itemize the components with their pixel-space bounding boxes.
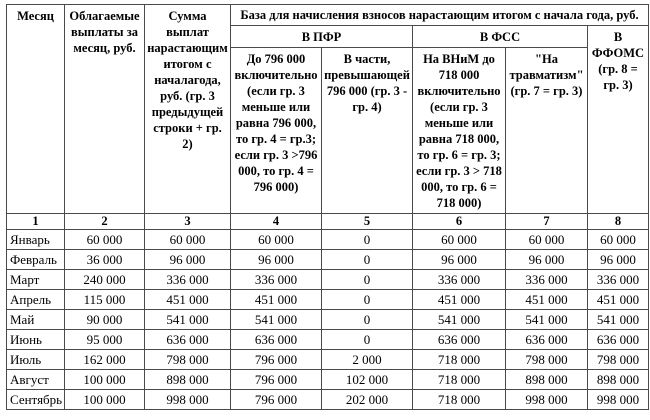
- value-cell: 998 000: [588, 390, 649, 410]
- value-cell: 541 000: [145, 310, 231, 330]
- value-cell: 336 000: [413, 270, 506, 290]
- value-cell: 240 000: [65, 270, 145, 290]
- contribution-base-table: [6, 4, 649, 410]
- value-cell: 96 000: [588, 250, 649, 270]
- column-number: 1: [7, 214, 65, 230]
- value-cell: 718 000: [413, 390, 506, 410]
- value-cell: 100 000: [65, 390, 145, 410]
- value-cell: 2 000: [322, 350, 413, 370]
- header-pfr-group: В ПФР: [231, 26, 413, 48]
- value-cell: 202 000: [322, 390, 413, 410]
- column-number: 2: [65, 214, 145, 230]
- value-cell: 0: [322, 270, 413, 290]
- table-row: [7, 310, 649, 330]
- value-cell: 796 000: [231, 370, 322, 390]
- month-cell: Июнь: [7, 330, 65, 350]
- month-cell: Январь: [7, 230, 65, 250]
- table-row: [7, 270, 649, 290]
- value-cell: 898 000: [145, 370, 231, 390]
- header-fss-trauma: "На травматизм" (гр. 7 = гр. 3): [506, 48, 588, 214]
- month-cell: Март: [7, 270, 65, 290]
- value-cell: 336 000: [145, 270, 231, 290]
- value-cell: 36 000: [65, 250, 145, 270]
- value-cell: 798 000: [588, 350, 649, 370]
- table-row: [7, 290, 649, 310]
- value-cell: 336 000: [231, 270, 322, 290]
- header-fss-group: В ФСС: [413, 26, 588, 48]
- value-cell: 798 000: [145, 350, 231, 370]
- header-ffoms: В ФФОМС (гр. 8 = гр. 3): [588, 26, 649, 214]
- value-cell: 451 000: [231, 290, 322, 310]
- value-cell: 0: [322, 290, 413, 310]
- month-cell: Май: [7, 310, 65, 330]
- value-cell: 60 000: [65, 230, 145, 250]
- value-cell: 541 000: [413, 310, 506, 330]
- header-base-group: База для начисления взносов нарастающим итогом с начала года, руб.: [231, 5, 649, 26]
- column-numbering-row: [7, 214, 649, 230]
- value-cell: 541 000: [231, 310, 322, 330]
- value-cell: 60 000: [413, 230, 506, 250]
- value-cell: 336 000: [506, 270, 588, 290]
- table-header: [7, 5, 649, 230]
- value-cell: 796 000: [231, 390, 322, 410]
- value-cell: 115 000: [65, 290, 145, 310]
- value-cell: 162 000: [65, 350, 145, 370]
- value-cell: 451 000: [413, 290, 506, 310]
- month-cell: Июль: [7, 350, 65, 370]
- header-fss-vnim: На ВНиМ до 718 000 включительно (если гр. 3 меньше или равна 718 000, то гр. 6 = гр. 3; если гр. 3 > 718 000, то гр. 6 = 718 000): [413, 48, 506, 214]
- value-cell: 636 000: [588, 330, 649, 350]
- value-cell: 96 000: [145, 250, 231, 270]
- value-cell: 898 000: [588, 370, 649, 390]
- value-cell: 451 000: [506, 290, 588, 310]
- value-cell: 998 000: [145, 390, 231, 410]
- value-cell: 718 000: [413, 370, 506, 390]
- table-row: [7, 370, 649, 390]
- table-row: [7, 250, 649, 270]
- value-cell: 96 000: [231, 250, 322, 270]
- column-number: 4: [231, 214, 322, 230]
- header-pfr-under-limit: До 796 000 включительно (если гр. 3 меньше или равна 796 000, то гр. 4 = гр.3; если гр. 3 >796 000, то гр. 4 = 796 000): [231, 48, 322, 214]
- column-number: 6: [413, 214, 506, 230]
- column-number: 3: [145, 214, 231, 230]
- value-cell: 636 000: [506, 330, 588, 350]
- value-cell: 636 000: [413, 330, 506, 350]
- value-cell: 102 000: [322, 370, 413, 390]
- value-cell: 798 000: [506, 350, 588, 370]
- value-cell: 451 000: [588, 290, 649, 310]
- value-cell: 0: [322, 250, 413, 270]
- table-row: [7, 390, 649, 410]
- value-cell: 96 000: [506, 250, 588, 270]
- value-cell: 90 000: [65, 310, 145, 330]
- value-cell: 0: [322, 230, 413, 250]
- value-cell: 60 000: [506, 230, 588, 250]
- header-cumulative-sum: Сумма выплат нарастающим итогом с началагода, руб. (гр. 3 предыдущей строки + гр. 2): [145, 5, 231, 214]
- header-taxable-payments: Облагаемые выплаты за месяц, руб.: [65, 5, 145, 214]
- value-cell: 451 000: [145, 290, 231, 310]
- month-cell: Апрель: [7, 290, 65, 310]
- value-cell: 541 000: [506, 310, 588, 330]
- value-cell: 100 000: [65, 370, 145, 390]
- header-row-top: [7, 5, 649, 26]
- value-cell: 718 000: [413, 350, 506, 370]
- table-row: [7, 350, 649, 370]
- value-cell: 95 000: [65, 330, 145, 350]
- value-cell: 0: [322, 330, 413, 350]
- value-cell: 636 000: [231, 330, 322, 350]
- month-cell: Сентябрь: [7, 390, 65, 410]
- month-cell: Август: [7, 370, 65, 390]
- table-row: [7, 230, 649, 250]
- table-row: [7, 330, 649, 350]
- column-number: 7: [506, 214, 588, 230]
- value-cell: 636 000: [145, 330, 231, 350]
- header-month: Месяц: [7, 5, 65, 214]
- column-number: 8: [588, 214, 649, 230]
- value-cell: 60 000: [145, 230, 231, 250]
- value-cell: 60 000: [231, 230, 322, 250]
- value-cell: 796 000: [231, 350, 322, 370]
- value-cell: 96 000: [413, 250, 506, 270]
- value-cell: 541 000: [588, 310, 649, 330]
- value-cell: 0: [322, 310, 413, 330]
- value-cell: 336 000: [588, 270, 649, 290]
- table-body: [7, 230, 649, 410]
- month-cell: Февраль: [7, 250, 65, 270]
- value-cell: 998 000: [506, 390, 588, 410]
- header-pfr-over-limit: В части, превышающей 796 000 (гр. 3 - гр. 4): [322, 48, 413, 214]
- value-cell: 898 000: [506, 370, 588, 390]
- value-cell: 60 000: [588, 230, 649, 250]
- column-number: 5: [322, 214, 413, 230]
